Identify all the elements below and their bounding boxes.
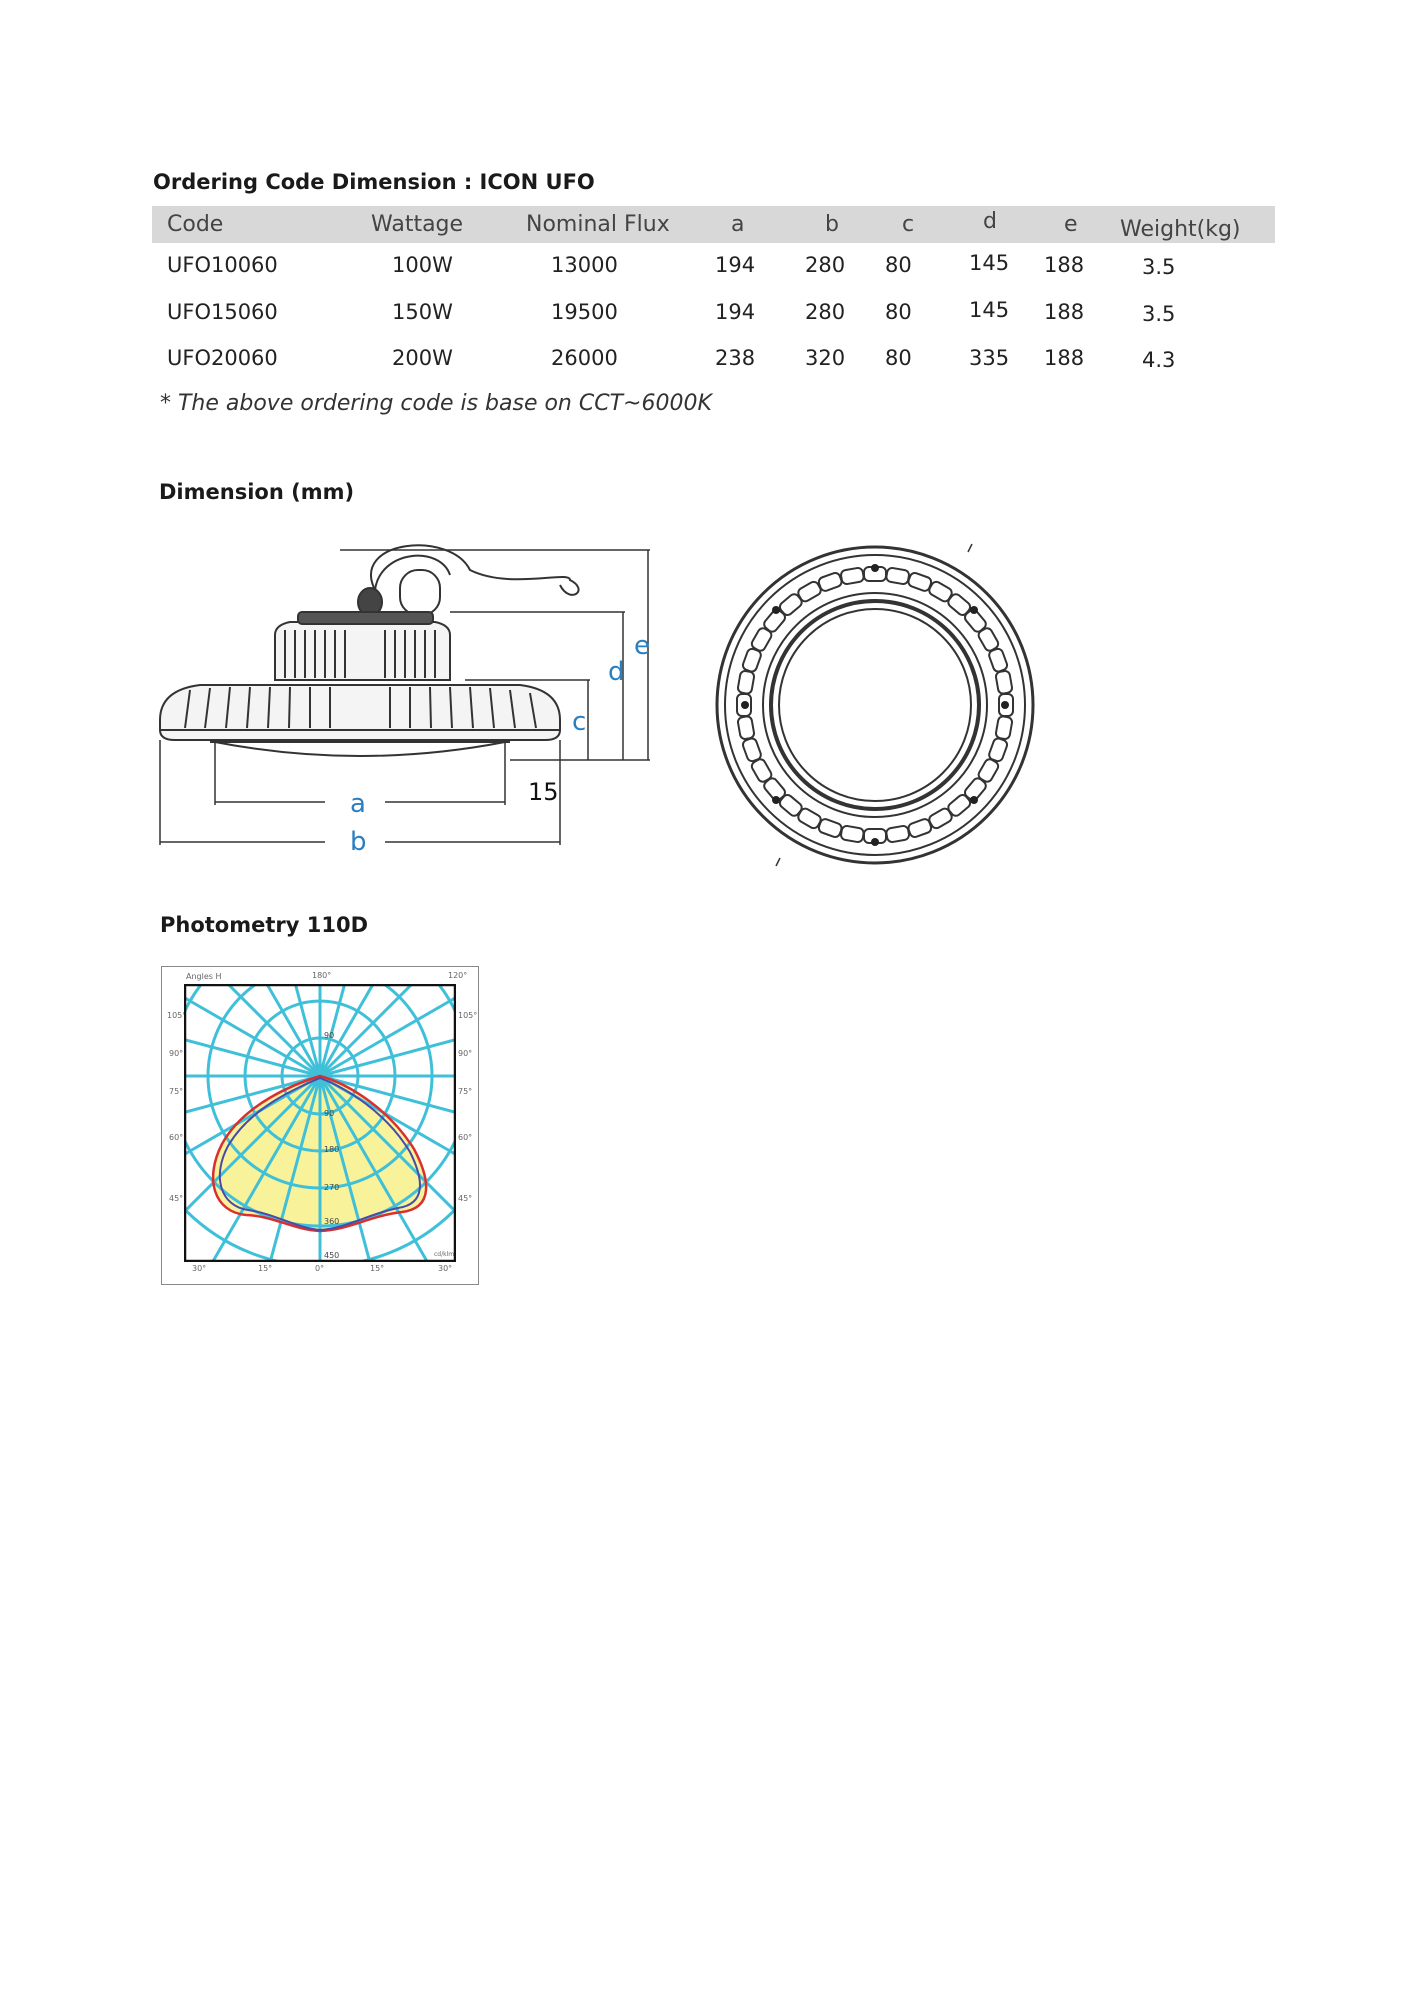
header-code: Code [167, 212, 224, 237]
vent-slot [840, 567, 864, 585]
cell-wattage: 200W [392, 346, 453, 370]
vent-slot [817, 572, 842, 593]
top-view-drawing [700, 540, 1060, 880]
header-wattage: Wattage [371, 212, 464, 237]
right-angle-45: 45° [458, 1194, 473, 1203]
polar-plot [184, 984, 456, 1262]
logo-cdklm: cd/klm [434, 1251, 455, 1258]
dimension-title: Dimension (mm) [159, 480, 355, 504]
header-b: b [825, 212, 839, 237]
ring-value-270: 270 [324, 1183, 340, 1192]
polar-diagram [161, 966, 479, 1285]
vent-slot [907, 818, 932, 839]
bottom-angle-15-left: 15° [258, 1264, 273, 1273]
right-angle-105: 105° [458, 1011, 478, 1020]
cell-flux: 13000 [551, 253, 618, 277]
top-label-180: 180° [312, 971, 332, 980]
cell-e: 188 [1044, 253, 1085, 277]
cell-e: 188 [1044, 300, 1085, 324]
bottom-angle-15-right: 15° [370, 1264, 385, 1273]
cell-a: 194 [715, 300, 756, 324]
bottom-angle-30-left: 30° [192, 1264, 207, 1273]
cell-e: 188 [1044, 346, 1085, 370]
vent-slot [840, 825, 864, 843]
cct-note: * The above ordering code is base on CCT~6000K [160, 391, 712, 416]
cell-b: 280 [805, 253, 846, 277]
cell-a: 238 [715, 346, 756, 370]
cell-code: UFO20060 [167, 346, 278, 370]
header-d: d [983, 209, 997, 234]
top-label-120: 120° [448, 971, 468, 980]
cell-wattage: 100W [392, 253, 453, 277]
header-e: e [1064, 212, 1078, 237]
dim-label-15: 15 [528, 778, 559, 806]
left-angle-90: 90° [169, 1049, 184, 1058]
ordering-table [152, 206, 1275, 326]
vent-slot [737, 670, 755, 694]
ring-value-180: 180 [324, 1145, 340, 1154]
cell-a: 194 [715, 253, 756, 277]
header-c: c [902, 212, 915, 237]
side-view-drawing [150, 530, 670, 870]
header-nominal-flux: Nominal Flux [526, 212, 670, 237]
dim-label-c: c [572, 707, 587, 737]
ring-value-90: 90 [324, 1109, 335, 1118]
cell-flux: 19500 [551, 300, 618, 324]
left-angle-60: 60° [169, 1133, 184, 1142]
vent-slot [886, 567, 910, 585]
vent-slot [886, 825, 910, 843]
ring-value-90-top: 90 [324, 1031, 335, 1040]
left-angle-45: 45° [169, 1194, 184, 1203]
vent-slot [742, 737, 763, 762]
cell-weight: 4.3 [1142, 348, 1176, 372]
cell-code: UFO15060 [167, 300, 278, 324]
dim-label-d: d [608, 657, 625, 687]
bottom-angle-0: 0° [315, 1264, 325, 1273]
header-weight: Weight(kg) [1120, 217, 1241, 242]
cell-d: 335 [969, 346, 1010, 370]
photometry-title: Photometry 110D [160, 913, 369, 937]
header-a: a [731, 212, 745, 237]
cell-d: 145 [969, 298, 1010, 322]
cell-weight: 3.5 [1142, 302, 1176, 326]
left-angle-75: 75° [169, 1087, 184, 1096]
right-angle-90: 90° [458, 1049, 473, 1058]
ordering-title: Ordering Code Dimension : ICON UFO [153, 170, 595, 194]
table-header-row [152, 206, 1275, 243]
left-angle-105: 105° [167, 1011, 187, 1020]
cell-b: 280 [805, 300, 846, 324]
vent-slot [995, 670, 1013, 694]
cell-code: UFO10060 [167, 253, 278, 277]
cell-d: 145 [969, 251, 1010, 275]
vent-slot [995, 716, 1013, 740]
cell-c: 80 [885, 300, 912, 324]
ring-value-360: 360 [324, 1217, 340, 1226]
dim-label-a: a [350, 789, 366, 819]
vent-slot [737, 716, 755, 740]
bottom-angle-30-right: 30° [438, 1264, 453, 1273]
dim-label-e: e [634, 631, 650, 661]
dim-label-b: b [350, 827, 367, 857]
cell-c: 80 [885, 346, 912, 370]
table-row-3 [152, 346, 1275, 376]
cell-b: 320 [805, 346, 846, 370]
angles-h-label: Angles H [186, 972, 222, 981]
right-angle-60: 60° [458, 1133, 473, 1142]
cell-weight: 3.5 [1142, 255, 1176, 279]
cell-flux: 26000 [551, 346, 618, 370]
right-angle-75: 75° [458, 1087, 473, 1096]
cell-wattage: 150W [392, 300, 453, 324]
cell-c: 80 [885, 253, 912, 277]
vent-slot [988, 647, 1009, 672]
ring-value-450: 450 [324, 1251, 340, 1260]
